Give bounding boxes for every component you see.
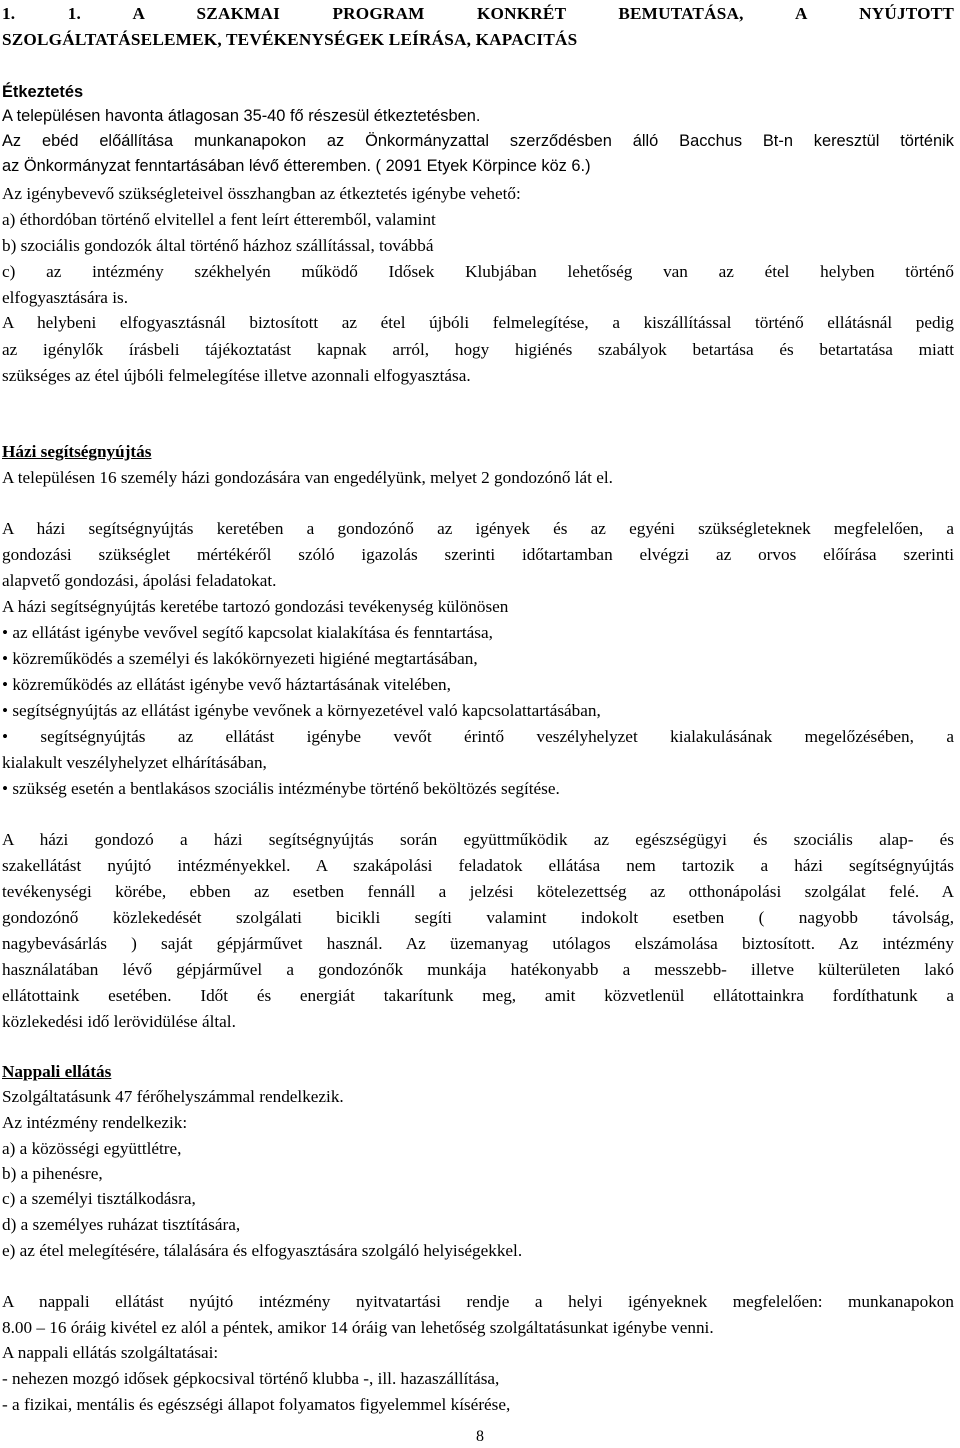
nappali-line: - nehezen mozgó idősek gépkocsival történő klubba -, ill. hazaszállítása, <box>2 1369 500 1388</box>
hazi-line: ellátottaink esetében. Időt és energiát takarítunk meg, amit közvetlenül ellátottainkra fordíthatunk a <box>2 986 954 1005</box>
etkeztetes-title: Étkeztetés <box>2 83 84 101</box>
nappali-line: b) a pihenésre, <box>2 1164 103 1183</box>
hazi-line: A házi segítségnyújtás keretében a gondozónő az igények és az egyéni szükségleteknek megfelelően, a <box>2 519 954 538</box>
nappali-line: c) a személyi tisztálkodásra, <box>2 1189 196 1208</box>
etkeztetes-line: c) az intézmény székhelyén működő Idősek Klubjában lehetőség van az étel helyben történő <box>2 262 954 281</box>
nappali-line: A nappali ellátás szolgáltatásai: <box>2 1343 219 1362</box>
hazi-bullet: • közreműködés a személyi és lakókörnyezeti higiéné megtartásában, <box>2 649 478 668</box>
hazi-line: tevékenységi körébe, ebben az esetben fennáll a jelzési kötelezettség az otthonápolási szolgálat felé. A <box>2 882 954 901</box>
hazi-title: Házi segítségnyújtás <box>2 442 152 461</box>
nappali-title: Nappali ellátás <box>2 1062 112 1081</box>
nappali-line: 8.00 – 16 óráig kivétel ez alól a péntek, amikor 14 óráig van lehetőség szolgáltatásunkat igénybe venni. <box>2 1318 714 1337</box>
nappali-line: d) a személyes ruházat tisztítására, <box>2 1215 241 1234</box>
etkeztetes-line: elfogyasztására is. <box>2 288 128 307</box>
hazi-line: szakellátást nyújtó intézményekkel. A szakápolási feladatok ellátása nem tartozik a házi segítségnyújtás <box>2 856 954 875</box>
hazi-line: A házi gondozó a házi segítségnyújtás során együttműködik az egészségügyi és szociális alap- és <box>2 830 954 849</box>
etkeztetes-line: szükséges az étel újbóli felmelegítése illetve azonnali elfogyasztása. <box>2 366 471 385</box>
section-heading-line-2: SZOLGÁLTATÁSELEMEK, TEVÉKENYSÉGEK LEÍRÁSA, KAPACITÁS <box>2 30 578 49</box>
section-heading-line-1: 1. 1. A SZAKMAI PROGRAM KONKRÉT BEMUTATÁSA, A NYÚJTOTT <box>2 4 954 23</box>
etkeztetes-line: Az igénybevevő szükségleteivel összhangban az étkeztetés igénybe vehető: <box>2 184 521 203</box>
hazi-line: gondozónő közlekedését szolgálati bicikli segíti valamint indokolt esetben ( nagyobb távolság, <box>2 908 954 927</box>
hazi-line: alapvető gondozási, ápolási feladatokat. <box>2 571 277 590</box>
hazi-bullet: • segítségnyújtás az ellátást igénybe vevőnek a környezetével való kapcsolattartásában, <box>2 701 601 720</box>
etkeztetes-line: A településen havonta átlagosan 35-40 fő részesül étkeztetésben. <box>2 107 481 125</box>
nappali-line: - a fizikai, mentális és egészségi állapot folyamatos figyelemmel kísérése, <box>2 1395 511 1414</box>
page-number: 8 <box>476 1428 484 1445</box>
etkeztetes-line: Az ebéd előállítása munkanapokon az Önkormányzattal szerződésben álló Bacchus Bt-n keresztül történik <box>2 132 954 150</box>
hazi-line: használatában lévő gépjárművel a gondozónők munkája hatékonyabb a messzebb- illetve külterületen lakó <box>2 960 954 979</box>
etkeztetes-line: a) éthordóban történő elvitellel a fent leírt étteremből, valamint <box>2 210 436 229</box>
hazi-bullet: • segítségnyújtás az ellátást igénybe vevőt érintő veszélyhelyzet kialakulásának megelőzésében, a <box>2 727 954 746</box>
hazi-bullet: • szükség esetén a bentlakásos szociális intézménybe történő beköltözés segítése. <box>2 779 560 798</box>
etkeztetes-line: az igénylők írásbeli tájékoztatást kapnak arról, hogy higiénés szabályok betartása és betartatása miatt <box>2 340 954 359</box>
nappali-line: Szolgáltatásunk 47 férőhelyszámmal rendelkezik. <box>2 1087 344 1106</box>
nappali-line: Az intézmény rendelkezik: <box>2 1113 188 1132</box>
hazi-intro: A településen 16 személy házi gondozására van engedélyünk, melyet 2 gondozónő lát el. <box>2 468 613 487</box>
etkeztetes-line: A helybeni elfogyasztásnál biztosított az étel újbóli felmelegítése, a kiszállítással történő ellátásnál pedig <box>2 313 954 332</box>
hazi-line: A házi segítségnyújtás keretébe tartozó gondozási tevékenység különösen <box>2 597 509 616</box>
nappali-line: A nappali ellátást nyújtó intézmény nyitvatartási rendje a helyi igényeknek megfelelően: munkanapokon <box>2 1292 954 1311</box>
hazi-line: közlekedési idő lerövidülése által. <box>2 1012 236 1031</box>
etkeztetes-line: az Önkormányzat fenntartásában lévő étteremben. ( 2091 Etyek Körpince köz 6.) <box>2 157 591 175</box>
nappali-line: e) az étel melegítésére, tálalására és elfogyasztására szolgáló helyiségekkel. <box>2 1241 523 1260</box>
nappali-line: a) a közösségi együttlétre, <box>2 1139 182 1158</box>
hazi-line: gondozási szükséglet mértékéről szóló igazolás szerinti időtartamban elvégzi az orvos előírása szerinti <box>2 545 954 564</box>
hazi-line: nagybevásárlás ) saját gépjárművet használ. Az üzemanyag utólagos elszámolása biztosított. Az intézmény <box>2 934 954 953</box>
hazi-bullet: • közreműködés az ellátást igénybe vevő háztartásának vitelében, <box>2 675 451 694</box>
hazi-bullet: • az ellátást igénybe vevővel segítő kapcsolat kialakítása és fenntartása, <box>2 623 493 642</box>
etkeztetes-line: b) szociális gondozók által történő házhoz szállítással, továbbá <box>2 236 434 255</box>
hazi-line: kialakult veszélyhelyzet elhárításában, <box>2 753 267 772</box>
